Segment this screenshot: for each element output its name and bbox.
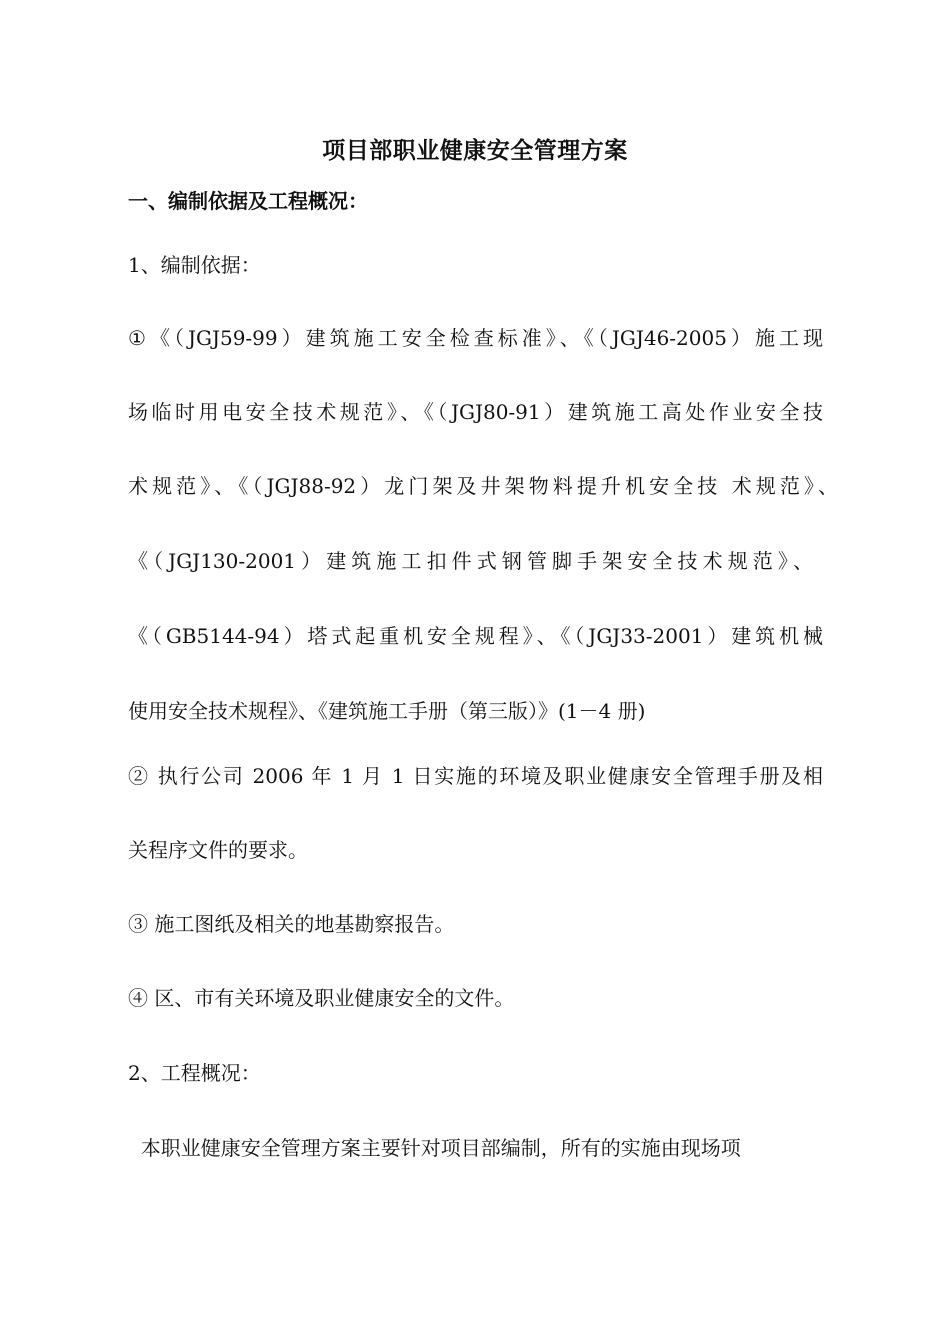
section-heading: 一、编制依据及工程概况：: [128, 189, 368, 213]
basis-item-1-line-6: 使用安全技术规程》、《建筑施工手册（第三版）》(1－4 册): [128, 699, 646, 723]
basis-item-4: ④ 区、市有关环境及职业健康安全的文件。: [128, 986, 515, 1010]
basis-item-1-line-4: 《（JGJ130-2001）建筑施工扣件式钢管脚手架安全技术规范》、: [128, 549, 813, 573]
basis-item-1-line-1: ①《（JGJ59-99）建筑施工安全检查标准》、《（JGJ46-2005）施工现: [128, 326, 823, 350]
subsection-heading-overview: 2、工程概况：: [128, 1061, 261, 1085]
document-title: 项目部职业健康安全管理方案: [322, 137, 628, 164]
basis-item-1-line-5: 《（GB5144-94）塔式起重机安全规程》、《（JGJ33-2001）建筑机械: [128, 624, 823, 648]
basis-item-2-line-1: ② 执行公司 2006 年 1 月 1 日实施的环境及职业健康安全管理手册及相: [128, 764, 823, 788]
basis-item-1-line-3: 术规范》、《（JGJ88-92）龙门架及井架物料提升机安全技 术规范》、: [128, 474, 838, 498]
overview-paragraph-line: 本职业健康安全管理方案主要针对项目部编制，所有的实施由现场项: [128, 1136, 741, 1160]
basis-item-1-line-2: 场临时用电安全技术规范》、《（JGJ80-91）建筑施工高处作业安全技: [128, 400, 823, 424]
basis-item-2-line-2: 关程序文件的要求。: [128, 838, 308, 862]
subsection-heading-basis: 1、编制依据：: [128, 253, 261, 277]
basis-item-3: ③ 施工图纸及相关的地基勘察报告。: [128, 912, 455, 936]
